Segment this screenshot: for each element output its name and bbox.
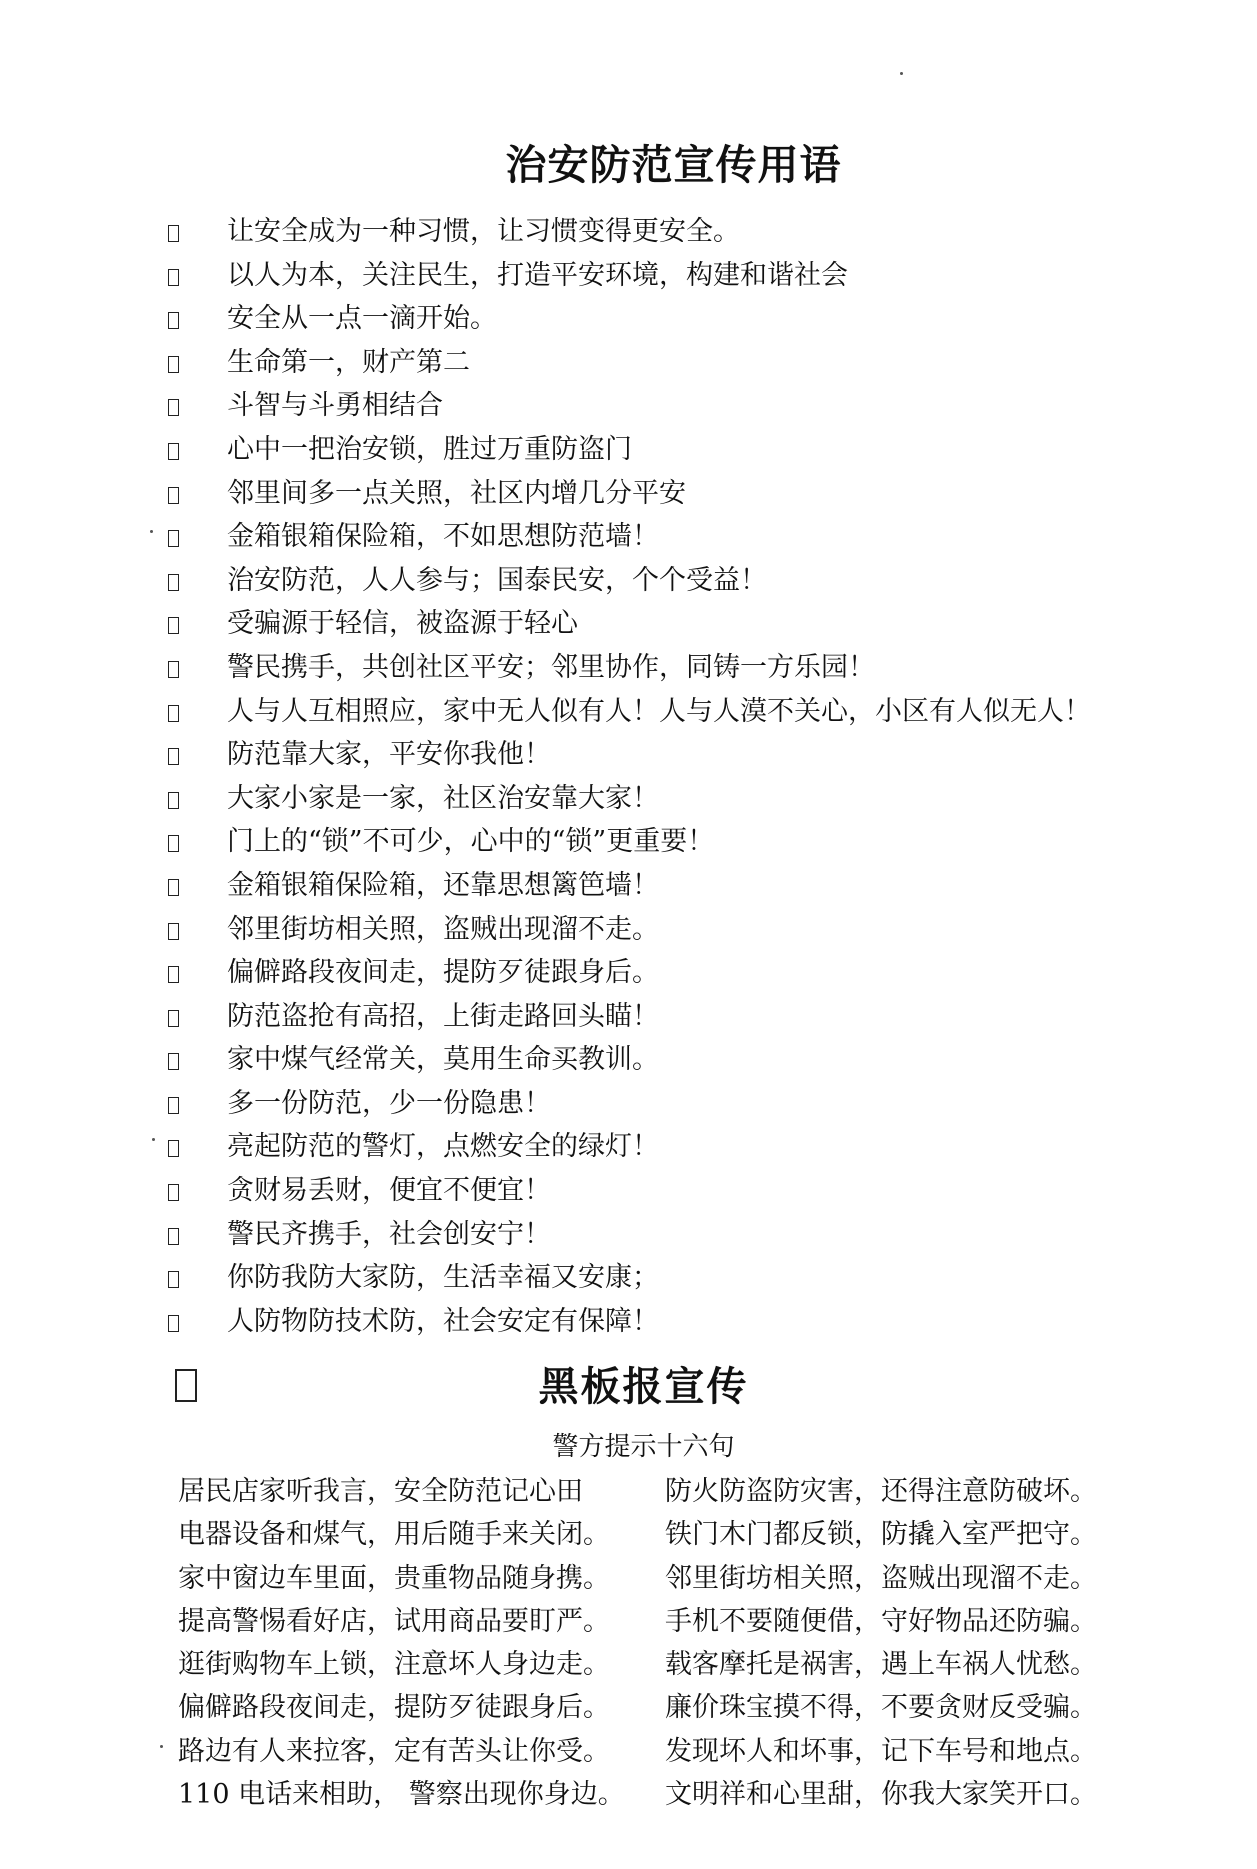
checkbox-glyph-icon: [168, 923, 179, 940]
verse-left: 路边有人来拉客，定有苦头让你受。: [178, 1735, 610, 1767]
checkbox-glyph-icon: [168, 225, 179, 242]
verse-left: 逛街购物车上锁，注意坏人身边走。: [178, 1649, 610, 1681]
verse-left: 偏僻路段夜间走，提防歹徒跟身后。: [178, 1692, 610, 1724]
checkbox-glyph-icon: [168, 269, 179, 286]
slogan-text: 大家小家是一家，社区治安靠大家！: [227, 782, 659, 814]
list-item: [165, 646, 1225, 690]
slogan-text: 贪财易丢财，便宜不便宜！: [227, 1175, 551, 1207]
verse-row: [178, 1470, 1238, 1513]
list-item: [165, 820, 1225, 864]
slogan-text: 门上的“锁”不可少，心中的“锁”更重要！: [227, 826, 715, 858]
slogan-text: 斗智与斗勇相结合: [227, 390, 443, 422]
list-item: [165, 1038, 1225, 1082]
slogan-text: 人与人互相照应，家中无人似有人！人与人漠不关心，小区有人似无人！: [227, 695, 1091, 727]
scan-speck: [160, 1745, 163, 1748]
verse-row: [178, 1686, 1238, 1729]
checkbox-glyph-icon: [168, 1315, 179, 1332]
slogan-text: 生命第一，财产第二: [227, 346, 470, 378]
slogan-text: 受骗源于轻信，被盗源于轻心: [227, 608, 578, 640]
list-item: [165, 733, 1225, 777]
checkbox-glyph-icon: [168, 1184, 179, 1201]
verse-left: 提高警惕看好店，试用商品要盯严。: [178, 1605, 610, 1637]
list-item: [165, 777, 1225, 821]
list-item: [165, 1213, 1225, 1257]
checkbox-glyph-icon: [168, 399, 179, 416]
checkbox-glyph-icon: [168, 879, 179, 896]
slogan-text: 人防物防技术防，社会安定有保障！: [227, 1305, 659, 1337]
slogan-text: 让安全成为一种习惯，让习惯变得更安全。: [227, 216, 740, 247]
checkbox-glyph-icon: [168, 748, 179, 765]
checkbox-glyph-icon: [168, 1140, 179, 1157]
checkbox-glyph-icon: [168, 1053, 179, 1070]
verse-right: 发现坏人和坏事，记下车号和地点。: [665, 1735, 1097, 1767]
checkbox-glyph-icon: [168, 1010, 179, 1027]
section-subtitle: 警方提示十六句: [552, 1432, 735, 1462]
list-item: [165, 297, 1225, 341]
slogan-text: 治安防范，人人参与；国泰民安，个个受益！: [227, 564, 767, 596]
scan-speck: [150, 530, 153, 533]
list-item: [165, 515, 1225, 559]
verse-row: [178, 1773, 1238, 1816]
list-item: [165, 995, 1225, 1039]
list-item: [165, 951, 1225, 995]
list-item: [165, 428, 1225, 472]
slogan-text: 安全从一点一滴开始。: [227, 303, 497, 335]
checkbox-glyph-icon: [168, 312, 179, 329]
verse-list: [178, 1470, 1238, 1816]
verse-right: 铁门木门都反锁，防撬入室严把守。: [665, 1519, 1097, 1551]
slogan-text: 亮起防范的警灯，点燃安全的绿灯！: [227, 1131, 659, 1163]
list-item: [165, 690, 1225, 734]
verse-left: 110 电话来相助， 警察出现你身边。: [178, 1779, 625, 1811]
checkbox-glyph-icon: [168, 530, 179, 547]
checkbox-glyph-icon: [168, 617, 179, 634]
slogan-text: 多一份防范，少一份隐患！: [227, 1087, 551, 1119]
scan-speck: [152, 1138, 155, 1141]
checkbox-glyph-icon: [168, 356, 179, 373]
verse-right: 廉价珠宝摸不得，不要贪财反受骗。: [665, 1692, 1097, 1724]
verse-row: [178, 1600, 1238, 1643]
slogan-text: 心中一把治安锁，胜过万重防盗门: [227, 433, 632, 465]
slogan-text: 防范盗抢有高招，上街走路回头瞄！: [227, 1000, 659, 1032]
list-item: [165, 559, 1225, 603]
checkbox-glyph-icon: [168, 835, 179, 852]
slogan-text: 以人为本，关注民生，打造平安环境，构建和谐社会: [227, 259, 848, 291]
list-item: [165, 1300, 1225, 1344]
section-title: 黑板报宣传: [538, 1363, 749, 1410]
list-item: [165, 908, 1225, 952]
checkbox-glyph-icon: [168, 487, 179, 504]
list-item: [165, 1082, 1225, 1126]
list-item: [165, 341, 1225, 385]
checkbox-glyph-icon: [168, 1228, 179, 1245]
list-item: [165, 472, 1225, 516]
verse-right: 文明祥和心里甜，你我大家笑开口。: [665, 1779, 1097, 1811]
verse-row: [178, 1643, 1238, 1686]
list-item: [165, 602, 1225, 646]
verse-right: 载客摩托是祸害，遇上车祸人忧愁。: [665, 1649, 1097, 1681]
verse-row: [178, 1730, 1238, 1773]
checkbox-glyph-icon: [168, 966, 179, 983]
slogan-text: 偏僻路段夜间走，提防歹徒跟身后。: [227, 957, 659, 989]
list-item: [165, 1256, 1225, 1300]
slogan-text: 金箱银箱保险箱，不如思想防范墙！: [227, 521, 659, 553]
list-item: [165, 384, 1225, 428]
slogan-text: 防范靠大家，平安你我他！: [227, 739, 551, 771]
list-item: [165, 210, 1225, 254]
verse-row: [178, 1513, 1238, 1556]
verse-right: 手机不要随便借，守好物品还防骗。: [665, 1605, 1097, 1637]
checkbox-glyph-icon: [168, 1271, 179, 1288]
slogan-text: 你防我防大家防，生活幸福又安康；: [227, 1262, 659, 1294]
list-item: [165, 864, 1225, 908]
verse-row: [178, 1557, 1238, 1600]
slogan-text: 邻里街坊相关照，盗贼出现溜不走。: [227, 913, 659, 945]
slogan-text: 家中煤气经常关，莫用生命买教训。: [227, 1044, 659, 1076]
list-item: [165, 254, 1225, 298]
list-item: [165, 1169, 1225, 1213]
verse-left: 电器设备和煤气，用后随手来关闭。: [178, 1519, 610, 1551]
checkbox-glyph-icon: [168, 705, 179, 722]
slogan-text: 警民齐携手，社会创安宁！: [227, 1218, 551, 1250]
list-item: [165, 1125, 1225, 1169]
checkbox-glyph-icon: [168, 661, 179, 678]
page-title: 治安防范宣传用语: [505, 141, 842, 189]
checkbox-glyph-icon: [168, 574, 179, 591]
verse-right: 邻里街坊相关照，盗贼出现溜不走。: [665, 1562, 1097, 1594]
verse-left: 家中窗边车里面，贵重物品随身携。: [178, 1562, 610, 1594]
slogan-text: 警民携手，共创社区平安；邻里协作，同铸一方乐园！: [227, 651, 875, 683]
slogan-text: 金箱银箱保险箱，还靠思想篱笆墙！: [227, 869, 659, 901]
verse-right: 防火防盗防灾害，还得注意防破坏。: [665, 1476, 1097, 1507]
slogan-text: 邻里间多一点关照，社区内增几分平安: [227, 477, 686, 509]
scan-speck: [900, 72, 903, 75]
checkbox-glyph-icon: [168, 792, 179, 809]
checkbox-glyph-icon: [168, 1097, 179, 1114]
verse-left: 居民店家听我言，安全防范记心田: [178, 1476, 583, 1507]
slogan-list: [165, 210, 1225, 1343]
checkbox-glyph-icon: [168, 443, 179, 460]
